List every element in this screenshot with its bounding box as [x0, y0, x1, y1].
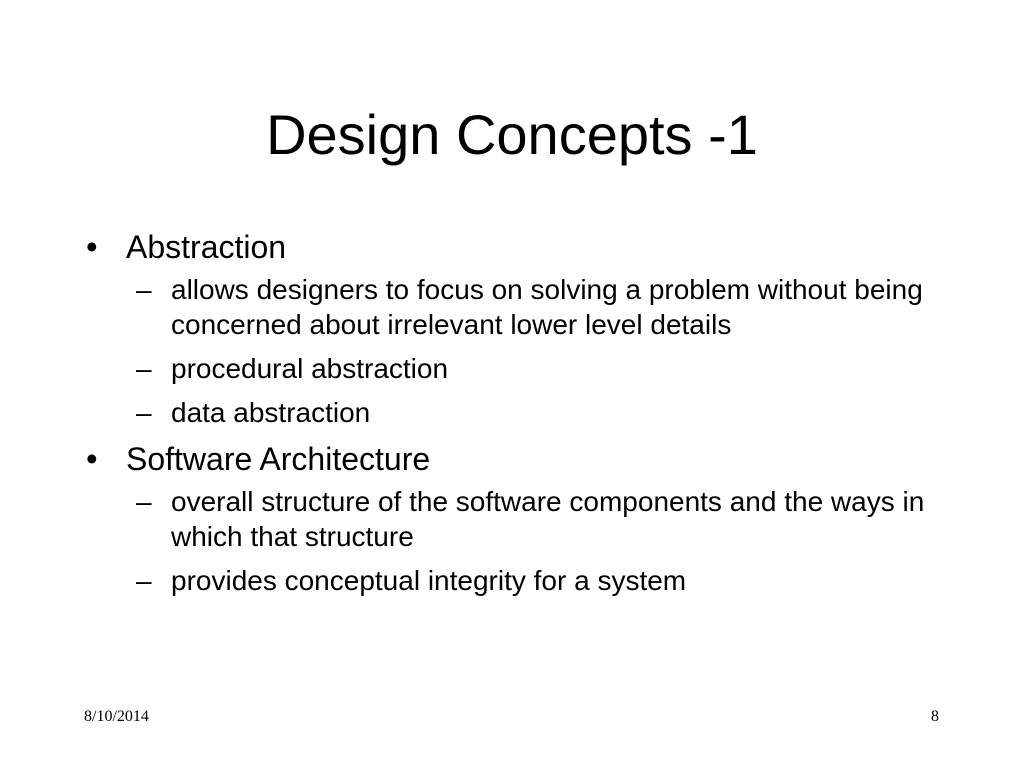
sub-bullet-text: overall structure of the software components and the ways in which that structure	[171, 486, 925, 552]
sub-bullet-item	[136, 395, 942, 430]
dash-marker: –	[136, 397, 152, 428]
bullet-item-software-architecture	[82, 439, 942, 598]
sub-bullet-text: allows designers to focus on solving a problem without being concerned about irrelevant lower level details	[171, 274, 923, 340]
sub-bullet-text: data abstraction	[171, 397, 371, 428]
bullet-item-abstraction	[82, 227, 942, 430]
sub-bullet-list	[136, 272, 942, 430]
sub-bullet-item	[136, 351, 942, 386]
sub-bullet-item	[136, 272, 942, 342]
sub-bullet-item	[136, 563, 942, 598]
footer-date: 8/10/2014	[84, 708, 149, 725]
dash-marker: –	[136, 486, 152, 517]
sub-bullet-text: provides conceptual integrity for a system	[171, 565, 687, 596]
dash-marker: –	[136, 274, 152, 305]
bullet-list	[82, 227, 942, 607]
bullet-text: Software Architecture	[126, 441, 431, 477]
slide-title: Design Concepts -1	[266, 103, 758, 166]
bullet-text: Abstraction	[126, 229, 287, 265]
dash-marker: –	[136, 353, 152, 384]
sub-bullet-text: procedural abstraction	[171, 353, 449, 384]
sub-bullet-item	[136, 484, 942, 554]
sub-bullet-list	[136, 484, 942, 598]
bullet-marker: •	[86, 440, 98, 477]
footer-page-number: 8	[931, 708, 939, 725]
dash-marker: –	[136, 565, 152, 596]
bullet-marker: •	[86, 228, 98, 265]
